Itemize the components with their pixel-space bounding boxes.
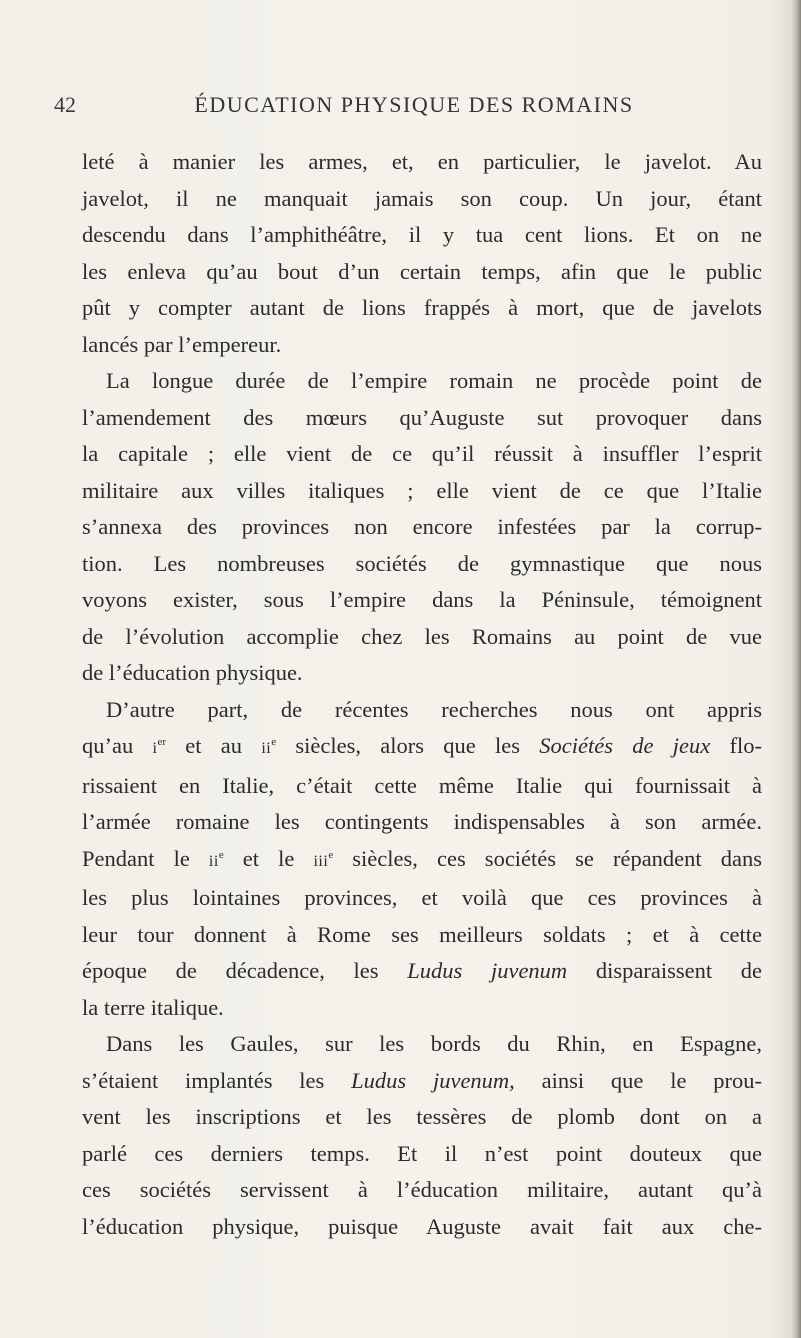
text-line: l’éducation physique, puisque Auguste avait fait aux che-: [82, 1213, 762, 1239]
text-run: époque de décadence, les: [82, 958, 379, 983]
running-title: ÉDUCATION PHYSIQUE DES ROMAINS: [194, 92, 634, 117]
text-line: militaire aux villes italiques ; elle vient de ce que l’Italie: [82, 477, 762, 503]
text-line: l’armée romaine les contingents indispensables à son armée.: [82, 809, 762, 834]
text-run: s’étaient implantés les: [82, 1067, 325, 1093]
italic-term: Sociétés de jeux: [539, 733, 711, 758]
superscript: e: [328, 848, 334, 861]
text-line: pût y compter autant de lions frappés à mort, que de javelots: [82, 295, 762, 320]
text-line: les plus lointaines provinces, et voilà que ces provinces à: [82, 885, 762, 910]
text-line: de l’évolution accomplie chez les Romains au point de vue: [82, 623, 762, 649]
text-line: voyons exister, sous l’empire dans la Péninsule, témoignent: [82, 587, 762, 612]
text-line-mixed: [82, 1063, 762, 1100]
text-line: tion. Les nombreuses sociétés de gymnastique que nous: [82, 550, 762, 576]
page-number: 42: [54, 92, 76, 117]
text-line: la terre italique.: [82, 994, 224, 1020]
text-line-mixed: [82, 841, 762, 881]
text-line: de l’éducation physique.: [82, 660, 303, 685]
roman-numeral: iii: [313, 852, 329, 870]
roman-numeral: ii: [261, 740, 272, 757]
text-line: vent les inscriptions et les tessères de plomb dont on a: [82, 1104, 762, 1129]
text-line: parlé ces derniers temps. Et il n’est point douteux que: [82, 1140, 762, 1166]
text-line: s’annexa des provinces non encore infestées par la corrup-: [82, 514, 762, 539]
text-run: disparaissent de: [595, 958, 763, 983]
text-line-mixed: [82, 728, 762, 768]
text-run: flo-: [729, 733, 763, 758]
text-run: qu’au: [82, 733, 134, 758]
text-run: Pendant le: [82, 845, 190, 871]
roman-numeral: ii: [208, 852, 219, 870]
text-line: les enleva qu’au bout d’un certain temps, afin que le public: [82, 258, 762, 284]
page-header: [54, 92, 774, 126]
text-line: descendu dans l’amphithéâtre, il y tua cent lions. Et on ne: [82, 222, 762, 247]
text-line: leur tour donnent à Rome ses meilleurs soldats ; et à cette: [82, 921, 762, 947]
text-line: javelot, il ne manquait jamais son coup. Un jour, étant: [82, 185, 762, 211]
text-line: rissaient en Italie, c’était cette même Italie qui fournissait à: [82, 772, 762, 798]
text-line: Dans les Gaules, sur les bords du Rhin, en Espagne,: [106, 1031, 762, 1056]
roman-numeral: i: [152, 740, 158, 757]
text-line: La longue durée de l’empire romain ne procède point de: [106, 368, 762, 393]
text-run: ainsi que le prou-: [541, 1067, 762, 1093]
text-run: et le: [242, 845, 295, 871]
text-line: leté à manier les armes, et, en particulier, le javelot. Au: [82, 149, 762, 174]
body-text: [82, 144, 762, 1245]
superscript: e: [218, 848, 224, 861]
italic-term: Ludus juvenum: [407, 958, 568, 983]
text-run: siècles, alors que les: [295, 733, 521, 758]
superscript: e: [271, 736, 277, 748]
text-run: siècles, ces sociétés se répandent dans: [352, 845, 763, 871]
text-line: ces sociétés servissent à l’éducation militaire, autant qu’à: [82, 1177, 762, 1202]
text-line: lancés par l’empereur.: [82, 331, 282, 357]
text-line: la capitale ; elle vient de ce qu’il réussit à insuffler l’esprit: [82, 441, 762, 466]
text-line-mixed: [82, 953, 762, 990]
superscript: er: [157, 736, 167, 748]
text-line: l’amendement des mœurs qu’Auguste sut provoquer dans: [82, 404, 762, 430]
text-line: D’autre part, de récentes recherches nous ont appris: [106, 696, 762, 722]
text-run: et au: [185, 733, 243, 758]
italic-term: Ludus juvenum,: [351, 1067, 515, 1093]
page-edge-shadow: [791, 0, 801, 1338]
